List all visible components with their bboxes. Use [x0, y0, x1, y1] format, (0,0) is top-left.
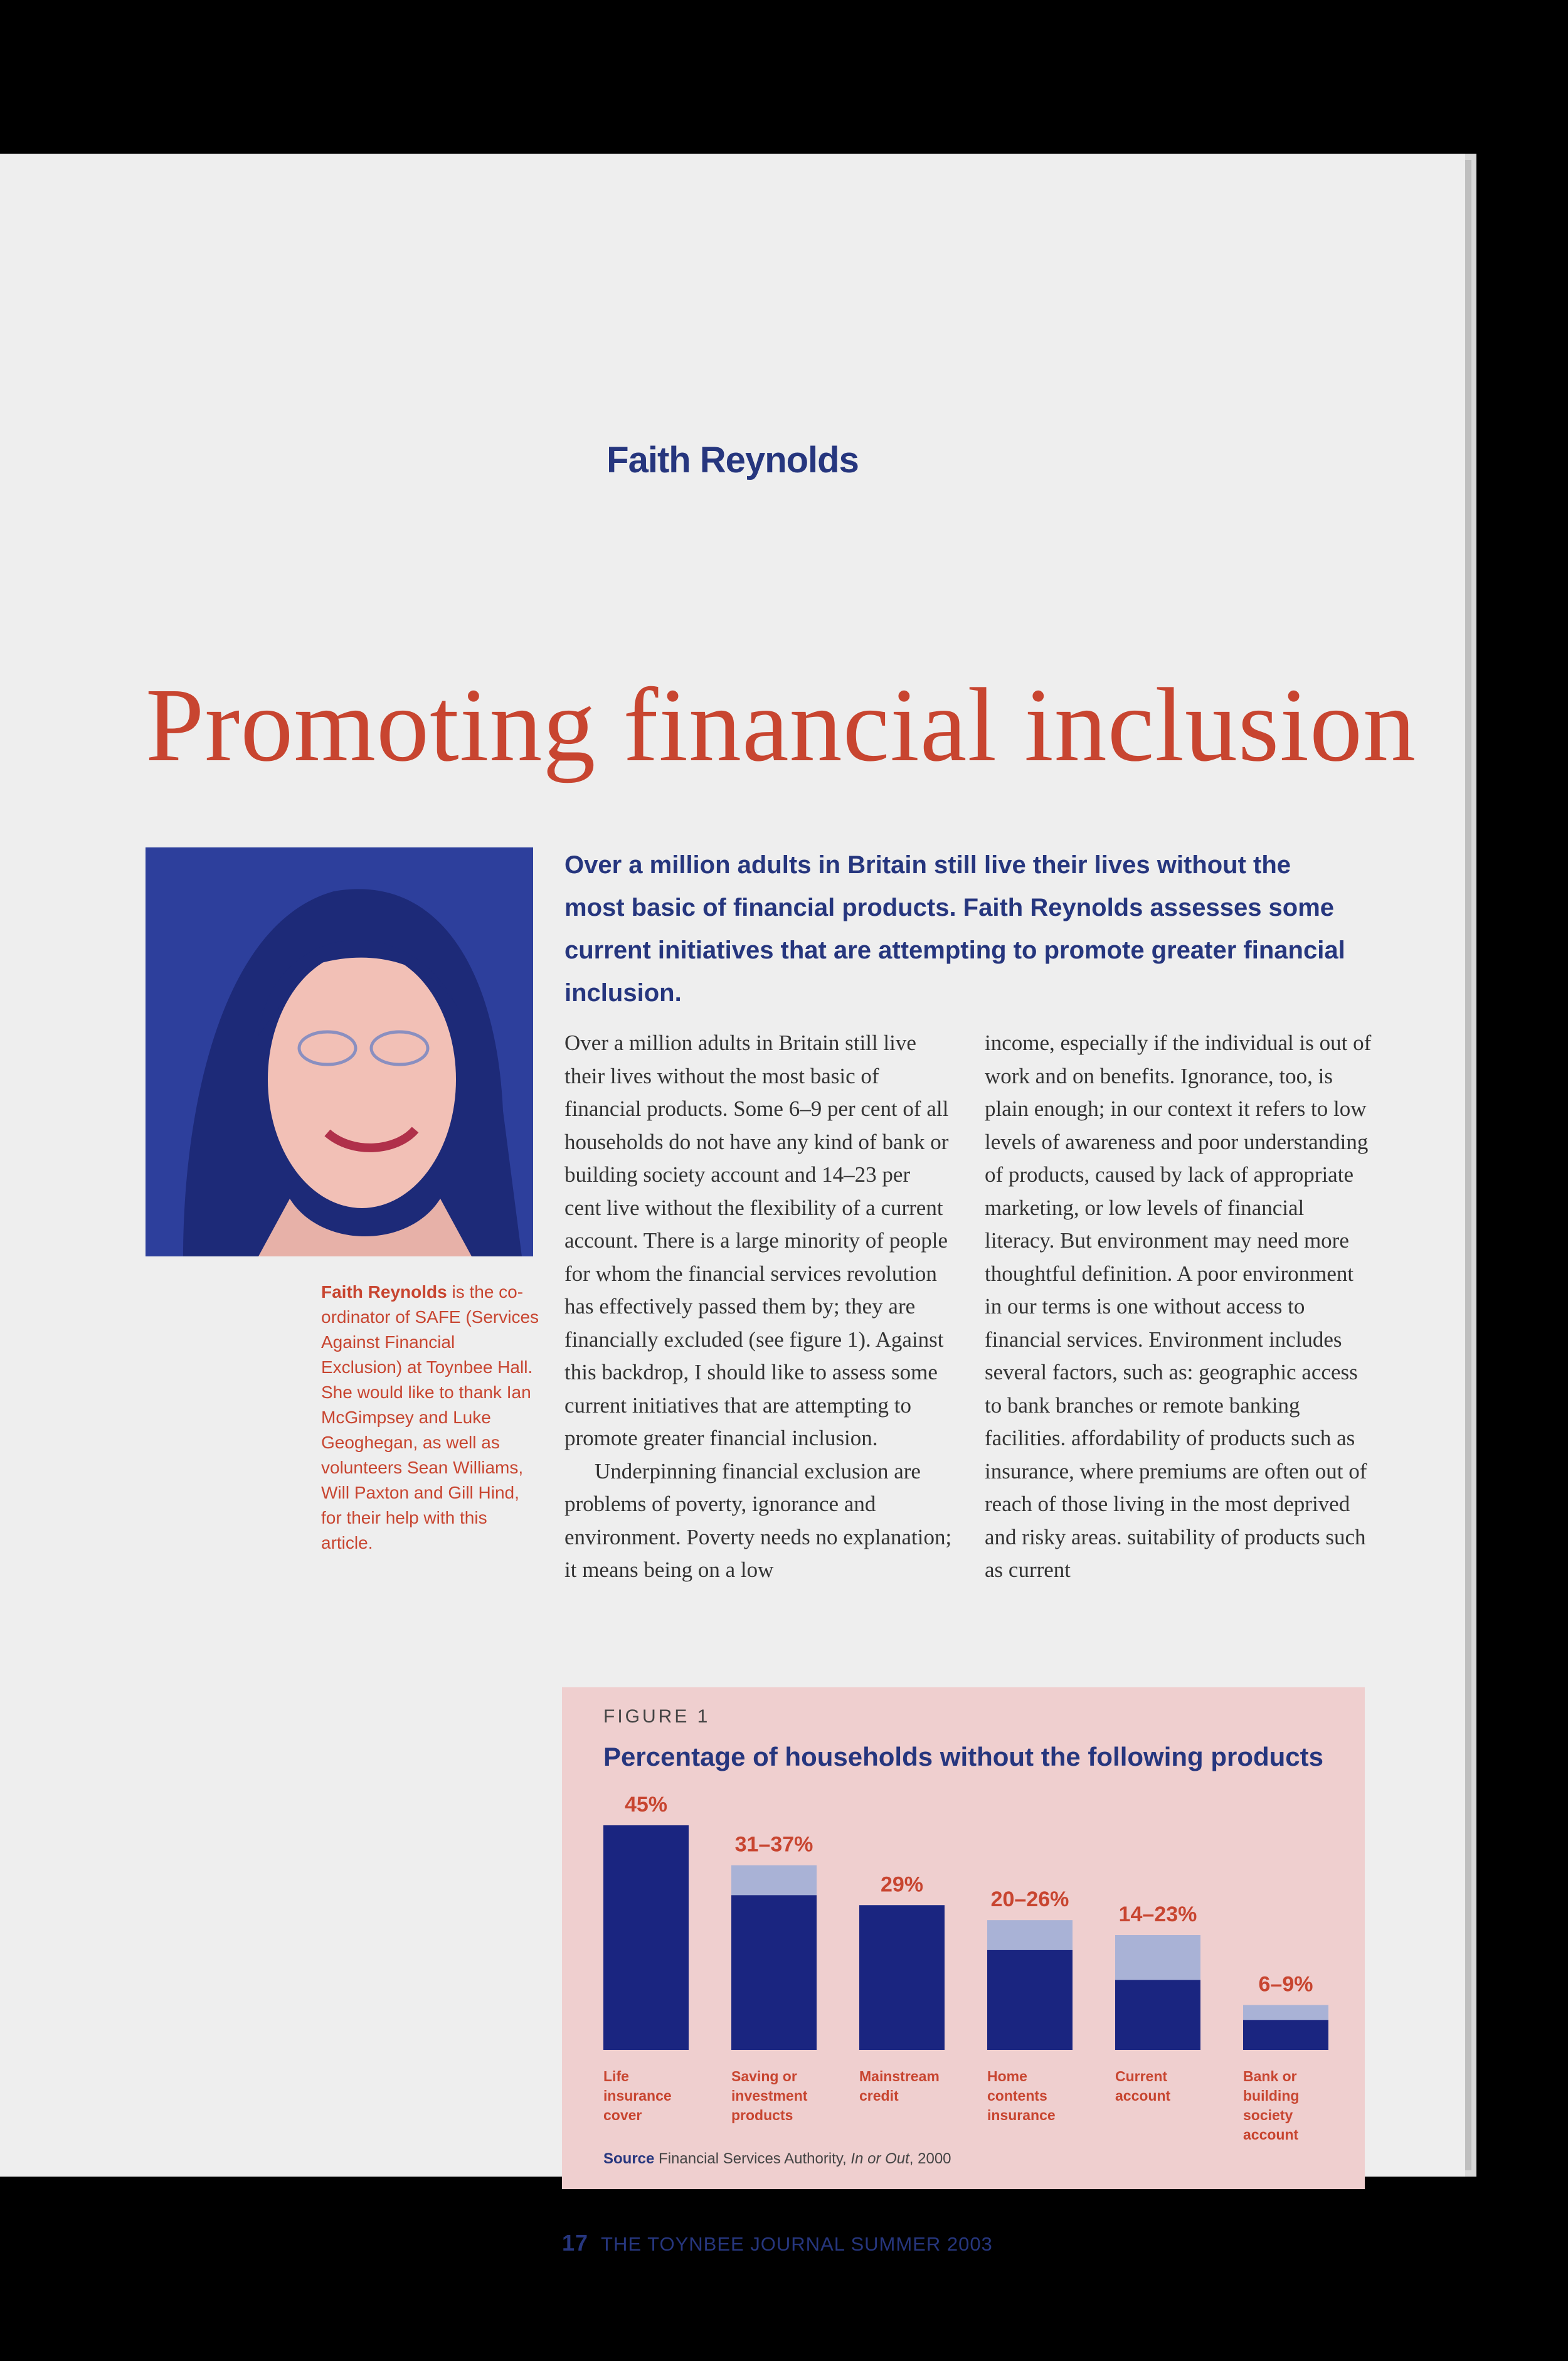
page-footer	[562, 2230, 993, 2256]
body-paragraph: Over a million adults in Britain still live their lives without the most basic of financial products. Some 6–9 per cent of all households do not have any kind of bank or building society account and 14–23 per cent live without the flexibility of a current account. There is a large minority of people for whom the financial services revolution has effectively passed them by; they are financially excluded (see figure 1). Against this backdrop, I should like to assess some current initiatives that are attempting to promote greater financial inclusion.	[564, 1031, 949, 1450]
category-label: Bank or building society account	[1243, 2068, 1300, 2143]
portrait-illustration	[146, 847, 533, 1256]
journal-name: THE TOYNBEE JOURNAL SUMMER 2003	[601, 2233, 993, 2255]
author-heading: Faith Reynolds	[607, 440, 859, 480]
bio-name: Faith Reynolds	[321, 1282, 447, 1302]
data-label: 45%	[624, 1793, 668, 1817]
category-label: Mainstream credit	[859, 2068, 940, 2104]
category-label: Current account	[1115, 2068, 1171, 2104]
category-label: Saving or investment products	[731, 2068, 808, 2123]
data-label: 6–9%	[1258, 1972, 1313, 1997]
figure-1	[562, 1687, 1365, 2189]
page-number: 17	[562, 2230, 589, 2256]
standfirst: Over a million adults in Britain still live their lives without the most basic of financial products. Faith Reynolds assesses some current initiatives that are attempting to promote greater financial inclusion.	[564, 851, 1345, 1007]
bar-low	[731, 1895, 817, 2050]
author-bio	[321, 1280, 541, 1556]
category-label: Life insurance cover	[603, 2068, 672, 2123]
bar-low	[1243, 2020, 1328, 2050]
data-label: 29%	[880, 1872, 924, 1897]
bar-low	[1115, 1980, 1200, 2050]
bar-low	[987, 1950, 1073, 2050]
bio-text: is the co-ordinator of SAFE (Services Against Financial Exclusion) at Toynbee Hall. She would like to thank Ian McGimpsey and Luke Geoghegan, as well as volunteers Sean Williams, Will Paxton and Gill Hind, for their help with this article.	[321, 1282, 539, 1552]
journal-page	[0, 154, 1476, 2256]
page-edge	[1465, 160, 1471, 2170]
source-label: Source	[603, 2150, 655, 2167]
source-title: In or Out	[850, 2150, 909, 2167]
body-paragraph: Underpinning financial exclusion are problems of poverty, ignorance and environment. Poverty needs no explanation; it means being on a low	[564, 1458, 952, 1582]
chart-title: Percentage of households without the following products	[603, 1742, 1324, 1771]
figure-label: FIGURE 1	[603, 1706, 711, 1727]
source-year: , 2000	[909, 2150, 951, 2167]
body-column-1	[564, 1027, 952, 1587]
data-label: 31–37%	[734, 1832, 813, 1857]
bar-low	[603, 1825, 689, 2050]
bar-low	[859, 1905, 945, 2050]
category-label: Home contents insurance	[987, 2068, 1056, 2123]
data-label: 14–23%	[1118, 1902, 1197, 1927]
data-label: 20–26%	[990, 1887, 1069, 1912]
article-title: Promoting financial inclusion	[146, 667, 1417, 783]
body-paragraph: income, especially if the individual is out of work and on benefits. Ignorance, too, is plain enough; in our context it refers to low levels of awareness and poor understanding of products, caused by lack of appropriate marketing, or low levels of financial literacy. But environment may need more thoughtful definition. A poor environment in our terms is one without access to financial services. Environment includes several factors, such as: geographic access to bank branches or remote banking facilities. affordability of products such as insurance, where premiums are often out of reach of those living in the most deprived and risky areas. suitability of products such as current	[985, 1031, 1372, 1582]
figure-source	[603, 2150, 951, 2168]
source-text: Financial Services Authority,	[654, 2150, 851, 2167]
body-column-2	[985, 1027, 1372, 1587]
author-photo	[146, 847, 533, 1256]
